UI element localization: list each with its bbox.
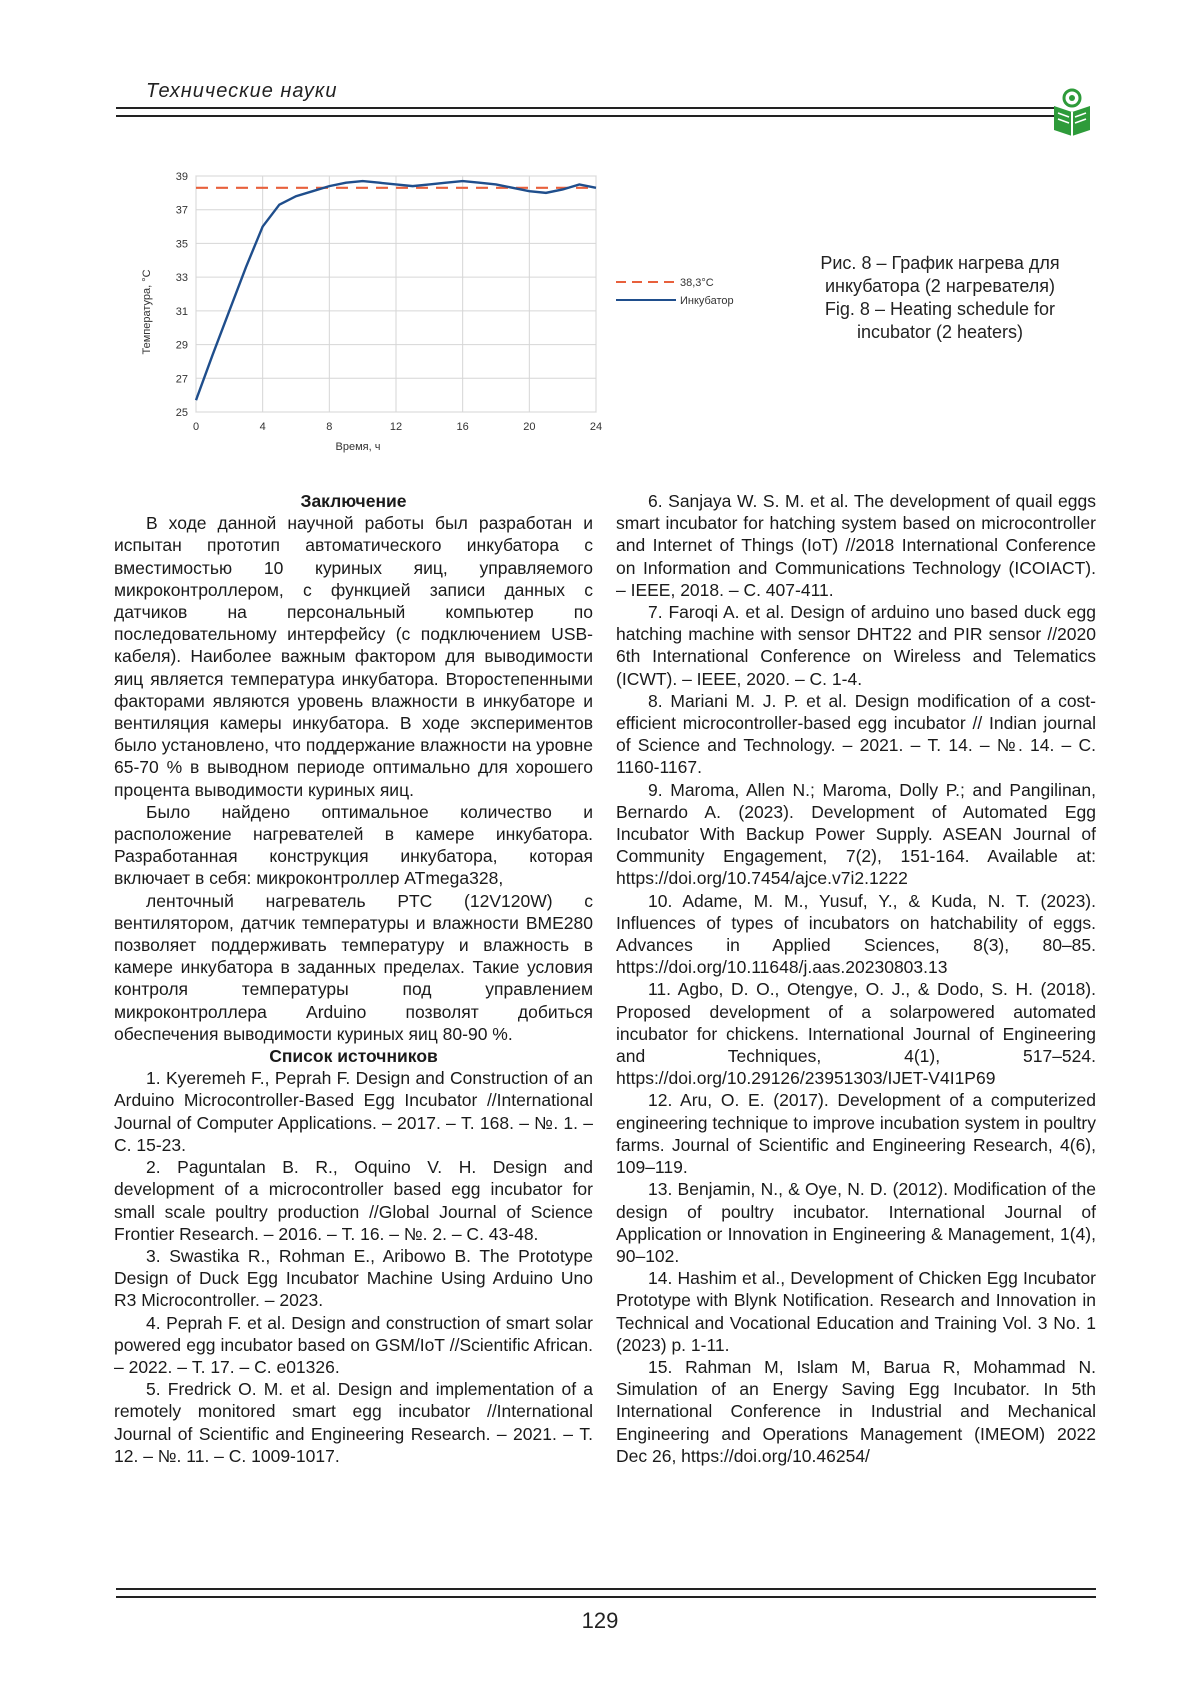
reference-item: 3. Swastika R., Rohman E., Aribowo B. The Prototype Design of Duck Egg Incubator Machine Using Arduino Uno R3 Microcontroller. – 2023. — [114, 1245, 593, 1311]
footer-rule — [116, 1588, 1096, 1598]
right-column — [616, 490, 1096, 1467]
reference-item: 7. Faroqi A. et al. Design of arduino uno based duck egg hatching machine with sensor DHT22 and PIR sensor //2020 6th International Conference on Wireless and Telematics (ICWT). – IEEE, 2020. – С. 1-4. — [616, 602, 1096, 689]
legend-label: 38,3°С — [680, 277, 714, 289]
x-tick-label: 0 — [192, 421, 200, 433]
x-tick-label: 16 — [456, 421, 469, 433]
reference-item: 14. Hashim et al., Development of Chicken Egg Incubator Prototype with Blynk Notification. Research and Innovation in Technical and Vocational Education and Training Vol. 3 No. 1 (2023) p. 1-11. — [616, 1268, 1096, 1355]
conclusion-heading: Заключение — [300, 491, 407, 511]
reference-item: 12. Aru, O. E. (2017). Development of a computerized engineering technique to improve incubation system in poultry farms. Journal of Scientific and Engineering Research, 4(6), 109–119. — [616, 1090, 1096, 1178]
x-tick-label: 12 — [389, 421, 403, 433]
journal-logo-icon — [1050, 86, 1094, 136]
reference-item: 11. Agbo, D. O., Otengye, O. J., & Dodo, S. H. (2018). Proposed development of a solarpowered automated incubator for chickens. International Journal of Engineering and Techniques, 4(1), 517–524. https://doi.org/10.29126/23951303/IJET-V4I1P69 — [616, 979, 1096, 1089]
chart-ticks — [176, 171, 602, 433]
references-heading: Список источников — [269, 1046, 438, 1067]
reference-item: 4. Peprah F. et al. Design and construction of smart solar powered egg incubator based on GSM/IoT //Scientific African. – 2022. – Т. 17. – С. e01326. — [114, 1312, 593, 1377]
x-axis-label: Время, ч — [335, 441, 381, 453]
running-header-title: Технические науки — [146, 80, 338, 102]
y-tick-label: 33 — [175, 272, 188, 285]
reference-item: 13. Benjamin, N., & Oye, N. D. (2012). Modification of the design of poultry incubator. International Journal of Application or Innovation in Engineering & Management, 1(4), 90–102. — [616, 1179, 1096, 1266]
x-tick-label: 20 — [523, 421, 536, 433]
reference-item: 5. Fredrick O. M. et al. Design and implementation of a remotely monitored smart egg incubator //International Journal of Scientific and Engineering Research. – 2021. – Т. 12. – №. 11. – С. 1009-1017. — [114, 1379, 593, 1466]
reference-item: 15. Rahman M, Islam M, Barua R, Mohammad N. Simulation of an Energy Saving Egg Incubator. In 5th International Conference in Industrial and Mechanical Engineering and Operations Management (IMEOM) 2022 Dec 26, https://doi.org/10.46254/ — [616, 1356, 1096, 1466]
header-rule — [116, 107, 1056, 117]
y-tick-label: 27 — [175, 373, 188, 386]
x-tick-label: 8 — [326, 421, 333, 433]
x-tick-label: 24 — [589, 421, 603, 433]
left-column — [114, 490, 593, 1467]
caption-ru-line2: инкубатора (2 нагревателя) — [824, 276, 1056, 296]
caption-ru-line1: Рис. 8 – График нагрева для — [820, 253, 1060, 273]
y-tick-label: 37 — [175, 204, 188, 217]
y-tick-label: 29 — [175, 339, 188, 352]
reference-item: 10. Adame, M. M., Yusuf, Y., & Kuda, N. T. (2023). Influences of types of incubators on hatchability of eggs. Advances in Applied Sciences, 8(3), 80–85. https://doi.org/10.11648/j.aas.20230803.13 — [616, 890, 1096, 978]
reference-item: 6. Sanjaya W. S. M. et al. The development of quail eggs smart incubator for hatching system based on microcontroller and Internet of Things (IoT) //2018 International Conference on Information and Communications Technology (ICOIACT). – IEEE, 2018. – С. 407-411. — [616, 491, 1096, 600]
conclusion-paragraph: В ходе данной научной работы был разработан и испытан прототип автоматического инкубатора с вместимостью 10 куриных яиц, управляемого микроконтроллером, с функцией записи данных с датчиков на персональный компьютер по последовательному интерфейсу (с подключением USB-кабеля). Наиболее важным фактором для выводимости яиц является температура инкубатора. Второстепенными факторами являются уровень влажности в инкубаторе и вентиляция камеры инкубатора. В ходе экспериментов было установлено, что поддержание влажности на уровне 65-70 % в выводном периоде оптимально для хорошего процента выводимости куриных яиц. — [114, 513, 593, 800]
legend-label: Инкубатор — [680, 295, 734, 307]
chart-grid — [196, 176, 596, 412]
y-tick-label: 35 — [175, 238, 188, 251]
reference-item: 9. Maroma, Allen N.; Maroma, Dolly P.; and Pangilinan, Bernardo A. (2023). Development of Automated Egg Incubator With Backup Power Supply. ASEAN Journal of Community Engagement, 7(2), 151-164. Available at: https://doi.org/10.7454/ajce.v7i2.1222 — [616, 779, 1096, 889]
caption-en-line1: Fig. 8 – Heating schedule for — [824, 299, 1056, 319]
chart-legend — [616, 277, 734, 307]
heating-chart — [128, 160, 788, 470]
x-tick-label: 4 — [259, 421, 266, 433]
page-number: 129 — [581, 1608, 619, 1633]
conclusion-paragraph: Было найдено оптимальное количество и расположение нагревателей в камере инкубатора. Разработанная конструкция инкубатора, которая включает в себя: микроконтроллер ATmega328, — [114, 801, 593, 889]
reference-item: 2. Paguntalan B. R., Oquino V. H. Design and development of a microcontroller based egg incubator for small scale poultry production //Global Journal of Science Frontier Research. – 2016. – Т. 16. – №. 2. – С. 43-48. — [114, 1157, 593, 1244]
reference-item: 8. Mariani M. J. P. et al. Design modification of a cost-efficient microcontroller-based egg incubator // Indian journal of Science and Technology. – 2021. – Т. 14. – №. 14. – С. 1160-1167. — [616, 690, 1096, 778]
caption-en-line2: incubator (2 heaters) — [856, 322, 1024, 342]
y-tick-label: 39 — [175, 171, 188, 183]
y-axis-label: Температура, °С — [141, 269, 153, 355]
y-tick-label: 25 — [175, 407, 188, 419]
reference-item: 1. Kyeremeh F., Peprah F. Design and Construction of an Arduino Microcontroller-Based Egg Incubator //International Journal of Computer Applications. – 2017. – Т. 168. – №. 1. – С. 15-23. — [114, 1068, 593, 1155]
figure-caption — [790, 252, 1090, 344]
y-tick-label: 31 — [175, 305, 188, 318]
conclusion-paragraph: ленточный нагреватель PTC (12V120W) с вентилятором, датчик температуры и влажности BME280 позволяет поддерживать температуру и влажность в камере инкубатора в заданных пределах. Такие условия контроля температуры под управлением микроконтроллера Arduino позволят добиться обеспечения выводимости куриных яиц 80-90 %. — [114, 890, 593, 1044]
